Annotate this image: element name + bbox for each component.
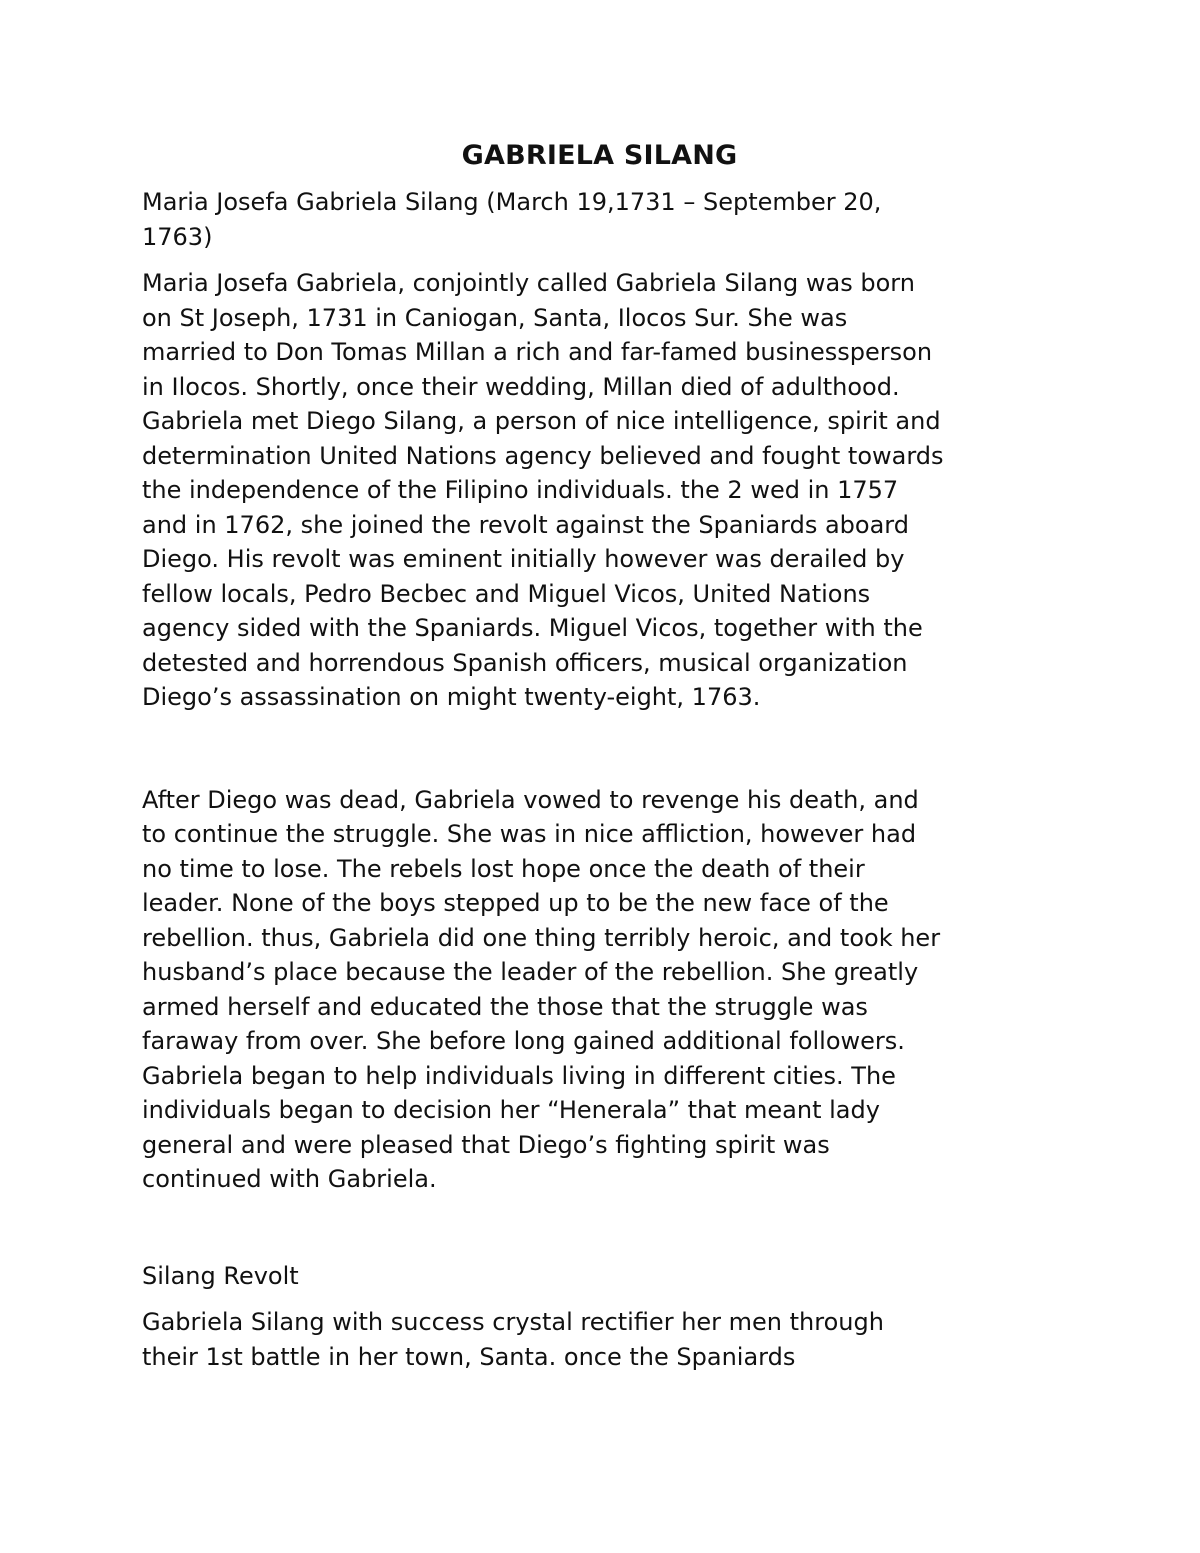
text-line: Gabriela began to help individuals living in different cities. The	[142, 1061, 896, 1090]
text-line: Gabriela met Diego Silang, a person of nice intelligence, spirit and	[142, 407, 941, 435]
text-line: general and were pleased that Diego’s fighting spirit was	[142, 1130, 830, 1159]
text-line: no time to lose. The rebels lost hope once the death of their	[142, 854, 865, 883]
text-line: fellow locals, Pedro Becbec and Miguel Vicos, United Nations	[142, 579, 871, 608]
document-title: GABRIELA SILANG	[461, 140, 738, 171]
text-line: Maria Josefa Gabriela, conjointly called Gabriela Silang was born	[142, 269, 915, 297]
text-line: and in 1762, she joined the revolt against the Spaniards aboard	[142, 510, 909, 539]
text-line: Maria Josefa Gabriela Silang (March 19,1731 – September 20,	[142, 188, 882, 216]
section-heading	[142, 1259, 1072, 1294]
text-line: After Diego was dead, Gabriela vowed to revenge his death, and	[142, 785, 919, 814]
document-body	[142, 140, 1072, 1386]
text-line: determination United Nations agency believed and fought towards	[142, 441, 944, 470]
text-line: Diego. His revolt was eminent initially however was derailed by	[142, 545, 905, 573]
text-line: leader. None of the boys stepped up to be the new face of the	[142, 889, 889, 917]
text-line: 1763)	[142, 222, 213, 251]
text-line: married to Don Tomas Millan a rich and far-famed businessperson	[142, 338, 933, 366]
text-line: in Ilocos. Shortly, once their wedding, Millan died of adulthood.	[142, 372, 900, 401]
text-line: the independence of the Filipino individuals. the 2 wed in 1757	[142, 476, 899, 504]
blank-line	[142, 727, 1072, 783]
text-line: continued with Gabriela.	[142, 1165, 437, 1193]
text-line: husband’s place because the leader of the rebellion. She greatly	[142, 958, 919, 986]
text-line: individuals began to decision her “Henerala” that meant lady	[142, 1096, 880, 1124]
text-line: agency sided with the Spaniards. Miguel Vicos, together with the	[142, 614, 923, 642]
paragraph-silang-revolt	[142, 1305, 1072, 1374]
text-line: rebellion. thus, Gabriela did one thing terribly heroic, and took her	[142, 923, 941, 952]
text-line: detested and horrendous Spanish officers, musical organization	[142, 648, 908, 677]
text-line: to continue the struggle. She was in nice affliction, however had	[142, 820, 917, 848]
text-line: on St Joseph, 1731 in Caniogan, Santa, Ilocos Sur. She was	[142, 303, 848, 332]
blank-line	[142, 1209, 1072, 1259]
text-line: armed herself and educated the those that the struggle was	[142, 992, 868, 1021]
heading-text: Silang Revolt	[142, 1261, 299, 1290]
paragraph-after-diego	[142, 783, 1072, 1197]
paragraph-biography	[142, 266, 1072, 715]
text-line: faraway from over. She before long gained additional followers.	[142, 1027, 905, 1055]
subtitle-dates	[142, 185, 1072, 254]
text-line: Gabriela Silang with success crystal rectifier her men through	[142, 1308, 884, 1336]
text-line: their 1st battle in her town, Santa. once the Spaniards	[142, 1342, 796, 1371]
text-line: Diego’s assassination on might twenty-eight, 1763.	[142, 683, 761, 711]
